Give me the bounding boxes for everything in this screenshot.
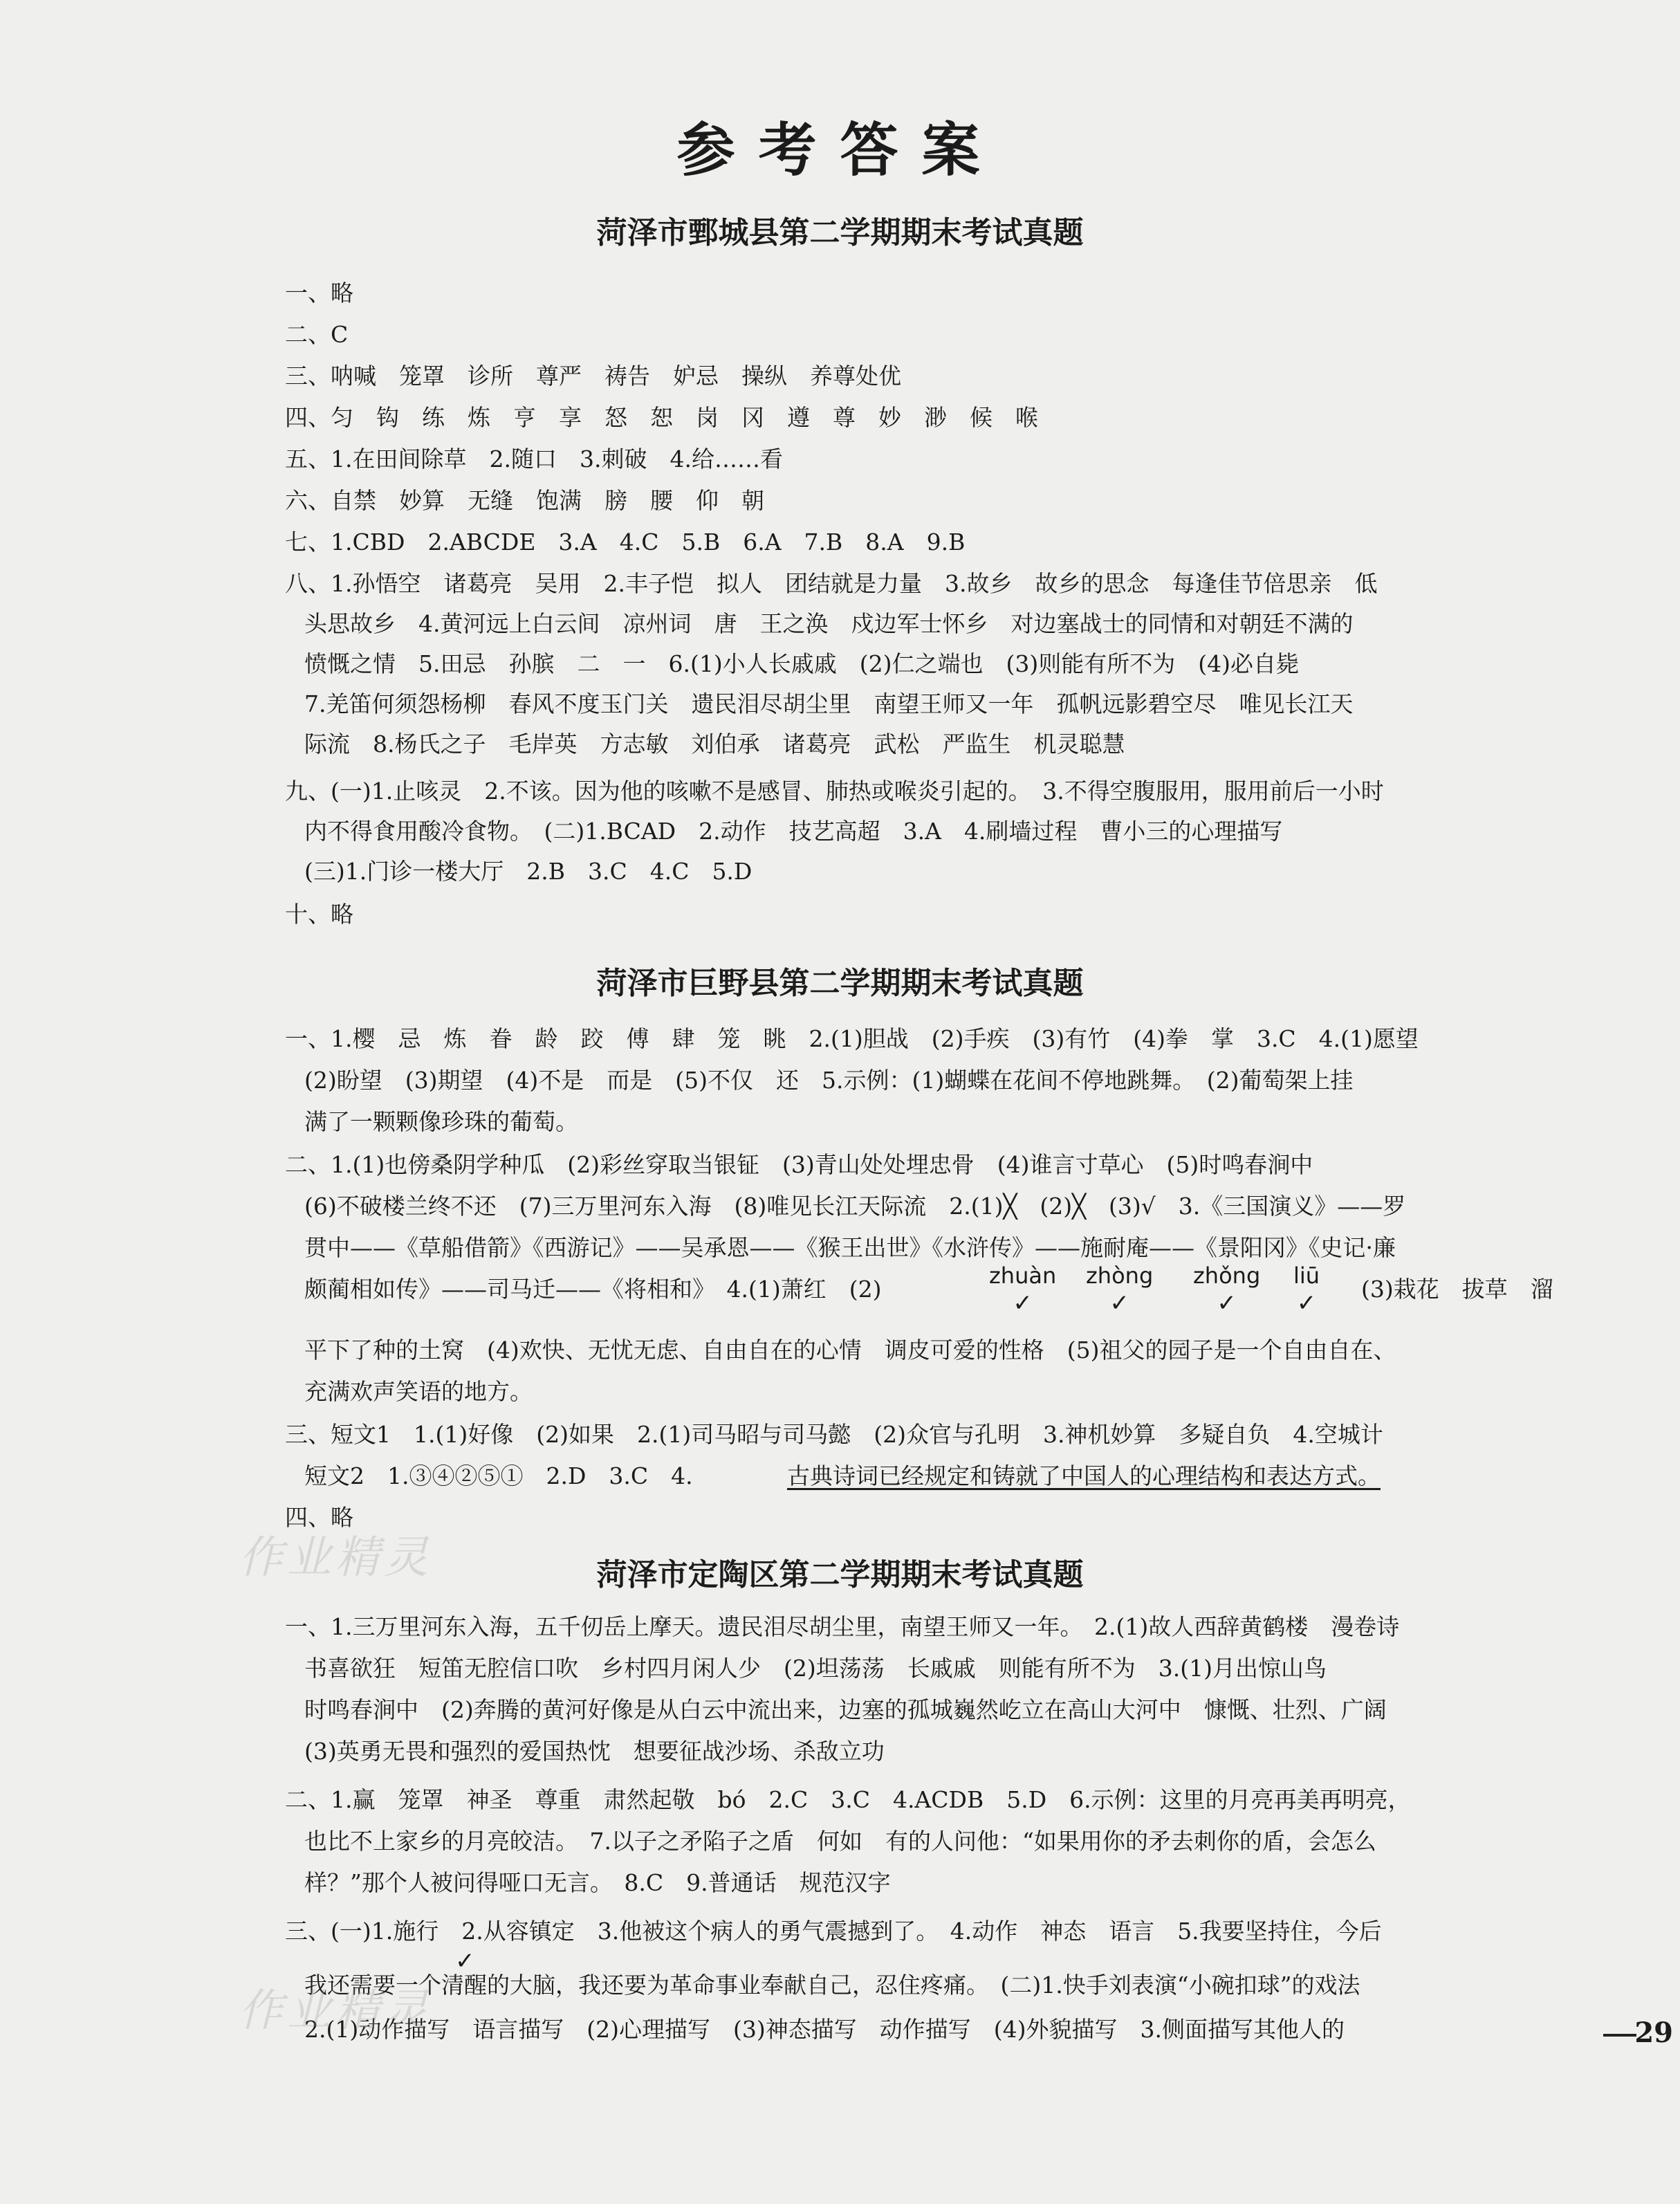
answer-line: 颇蔺相如传》——司马迁——《将相和》 4.(1)萧红 (2): [304, 1276, 882, 1303]
answer-line: 7.羌笛何须怨杨柳 春风不度玉门关 遗民泪尽胡尘里 南望王师又一年 孤帆远影碧空尽 唯见长江天: [304, 690, 1354, 717]
answer-line: 贯中——《草船借箭》《西游记》——吴承恩——《猴王出世》《水浒传》——施耐庵——《景阳冈》《史记·廉: [304, 1234, 1396, 1261]
underlined-answer: 古典诗词已经规定和铸就了中国人的心理结构和表达方式。: [787, 1462, 1381, 1489]
answer-line: 际流 8.杨氏之子 毛岸英 方志敏 刘伯承 诸葛亮 武松 严监生 机灵聪慧: [304, 731, 1125, 757]
answer-line: 书喜欲狂 短笛无腔信口吹 乡村四月闲人少 (2)坦荡荡 长戚戚 则能有所不为 3.(1)月出惊山鸟: [304, 1655, 1327, 1682]
answer-line: 短文2 1.③④②⑤① 2.D 3.C 4.: [304, 1462, 693, 1489]
answer-line: 时鸣春涧中 (2)奔腾的黄河好像是从白云中流出来，边塞的孤城巍然屹立在高山大河中 慷慨、壮烈、广阔: [304, 1696, 1387, 1723]
pinyin: liū ✓: [1293, 1262, 1320, 1317]
answer-line: 四、匀 钩 练 炼 亨 享 怒 恕 岗 冈 遵 尊 妙 渺 候 喉: [285, 404, 1038, 431]
answer-line: 三、(一)1.施行 2.从容镇定 3.他被这个病人的勇气震撼到了。 4.动作 神态 语言 5.我要坚持住，今后: [285, 1918, 1382, 1945]
checkmark-icon: ✓: [1296, 1289, 1317, 1317]
answer-line: 三、呐喊 笼罩 诊所 尊严 祷告 妒忌 操纵 养尊处优: [285, 362, 901, 389]
answer-line: 五、1.在田间除草 2.随口 3.刺破 4.给……看: [285, 446, 783, 472]
section-title: 菏泽市鄄城县第二学期期末考试真题: [596, 215, 1084, 250]
pinyin: zhuàn ✓: [989, 1262, 1057, 1317]
answer-line: (3)栽花 拔草 溜: [1361, 1276, 1553, 1303]
checkmark-icon: ✓: [1013, 1289, 1033, 1317]
page-title: 参考答案: [676, 116, 1004, 184]
answer-line: 我还需要一个清醒的大脑，我还要为革命事业奉献自己，忍住疼痛。 (二)1.快手刘表演“小碗扣球”的戏法: [304, 1972, 1360, 1999]
answer-line: 六、自禁 妙算 无缝 饱满 膀 腰 仰 朝: [285, 487, 764, 514]
watermark-logo: 作业精灵: [239, 1985, 432, 2037]
answer-line: 十、略: [285, 901, 353, 928]
checkmark-icon: ✓: [455, 1947, 475, 1975]
answer-line: 一、1.三万里河东入海，五千仞岳上摩天。遗民泪尽胡尘里，南望王师又一年。 2.(1)故人西辞黄鹤楼 漫卷诗: [285, 1613, 1400, 1640]
answer-line: (2)盼望 (3)期望 (4)不是 而是 (5)不仅 还 5.示例：(1)蝴蝶在花间不停地跳舞。 (2)葡萄架上挂: [304, 1067, 1354, 1094]
answer-line: 满了一颗颗像珍珠的葡萄。: [304, 1108, 578, 1135]
page-number-dash: [1603, 2034, 1636, 2037]
answer-line: 八、1.孙悟空 诸葛亮 吴用 2.丰子恺 拟人 团结就是力量 3.故乡 故乡的思念 每逢佳节倍思亲 低: [285, 570, 1378, 597]
answer-line: (三)1.门诊一楼大厅 2.B 3.C 4.C 5.D: [304, 858, 753, 885]
answer-line: (3)英勇无畏和强烈的爱国热忱 想要征战沙场、杀敌立功: [304, 1738, 885, 1765]
answer-line: 也比不上家乡的月亮皎洁。 7.以子之矛陷子之盾 何如 有的人问他：“如果用你的矛去刺你的盾，会怎么: [304, 1828, 1376, 1855]
answer-line: 平下了种的土窝 (4)欢快、无忧无虑、自由自在的心情 调皮可爱的性格 (5)祖父的园子是一个自由自在、: [304, 1337, 1396, 1363]
section-title: 菏泽市巨野县第二学期期末考试真题: [596, 966, 1084, 1001]
page-number: 29: [1634, 2017, 1673, 2049]
checkmark-icon: ✓: [1109, 1289, 1129, 1317]
answer-line: 一、略: [285, 279, 353, 306]
answer-line: 充满欢声笑语的地方。: [304, 1378, 533, 1405]
answer-line: 一、1.樱 忌 炼 眷 龄 跤 傅 肆 笼 眺 2.(1)胆战 (2)手疾 (3)有竹 (4)拳 掌 3.C 4.(1)愿望: [285, 1025, 1419, 1052]
answer-line: 九、(一)1.止咳灵 2.不该。因为他的咳嗽不是感冒、肺热或喉炎引起的。 3.不得空腹服用，服用前后一小时: [285, 778, 1384, 805]
section-title: 菏泽市定陶区第二学期期末考试真题: [596, 1557, 1084, 1592]
checkmark-icon: ✓: [1217, 1289, 1237, 1317]
answer-line: (6)不破楼兰终不还 (7)三万里河东入海 (8)唯见长江天际流 2.(1)╳ (2)╳ (3)√ 3.《三国演义》——罗: [304, 1193, 1406, 1220]
pinyin: zhòng ✓: [1086, 1262, 1154, 1317]
answer-line: 二、1.赢 笼罩 神圣 尊重 肃然起敬 bó 2.C 3.C 4.ACDB 5.D 6.示例：这里的月亮再美再明亮，: [285, 1786, 1411, 1813]
answer-line: 二、1.(1)也傍桑阴学种瓜 (2)彩丝穿取当银钲 (3)青山处处埋忠骨 (4)谁言寸草心 (5)时鸣春涧中: [285, 1151, 1313, 1178]
answer-line: 四、略: [285, 1504, 353, 1531]
pinyin: zhǒng ✓: [1193, 1262, 1261, 1317]
pinyin-row: [989, 1262, 1404, 1325]
answer-line: 2.(1)动作描写 语言描写 (2)心理描写 (3)神态描写 动作描写 (4)外貌描写 3.侧面描写其他人的: [304, 2016, 1345, 2043]
answer-line: 二、C: [285, 321, 349, 348]
answer-line: 三、短文1 1.(1)好像 (2)如果 2.(1)司马昭与司马懿 (2)众官与孔明 3.神机妙算 多疑自负 4.空城计: [285, 1421, 1383, 1448]
answer-line: 七、1.CBD 2.ABCDE 3.A 4.C 5.B 6.A 7.B 8.A 9.B: [285, 529, 966, 555]
watermark-logo: 作业精灵: [239, 1532, 432, 1583]
answer-line: 头思故乡 4.黄河远上白云间 凉州词 唐 王之涣 戍边军士怀乡 对边塞战士的同情和对朝廷不满的: [304, 610, 1354, 637]
answer-line: 愤慨之情 5.田忌 孙膑 二 一 6.(1)小人长戚戚 (2)仁之端也 (3)则能有所不为 (4)必自毙: [304, 650, 1299, 677]
answer-line: 内不得食用酸冷食物。 (二)1.BCAD 2.动作 技艺高超 3.A 4.刷墙过程 曹小三的心理描写: [304, 818, 1283, 845]
answer-line: 样？”那个人被问得哑口无言。 8.C 9.普通话 规范汉字: [304, 1869, 891, 1896]
